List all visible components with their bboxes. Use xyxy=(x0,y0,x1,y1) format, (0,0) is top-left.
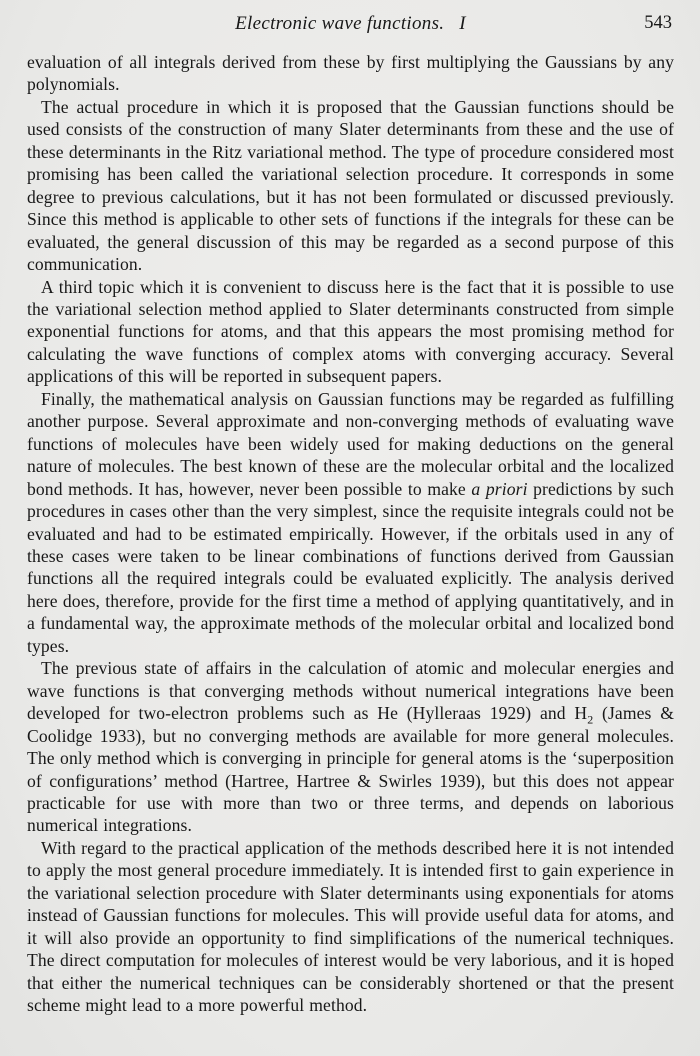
paragraph xyxy=(27,388,674,657)
paragraph xyxy=(27,96,674,276)
page-number: 543 xyxy=(644,13,672,33)
body-text-segment: With regard to the practical application of the methods described here it is not intended to apply the most general procedure immediately. It is intended first to gain experience in the variational selection procedure with Slater determinants using exponentials for atoms instead of Gaussian functions for molecules. This will provide useful data for atoms, and it will also provide an opportunity to find simplifications of the numerical techniques. The direct computation for molecules of interest would be very laborious, and it is hoped that either the numerical techniques can be considerably shortened or that the present scheme might lead to a more powerful method. xyxy=(27,837,674,1016)
body-text-segment: The actual procedure in which it is proposed that the Gaussian functions should be used consists of the construction of many Slater determinants from these and the use of these determinants in the Ritz variational method. The type of procedure considered most promising has been called the variational selection procedure. It corresponds in some degree to previous calculations, but it has not been formulated or discussed previously. Since this method is applicable to other sets of functions if the integrals for these can be evaluated, the general discussion of this may be regarded as a second purpose of this communication. xyxy=(27,96,674,275)
body-text-segment: evaluation of all integrals derived from these by first multiplying the Gaussians by any polynomials. xyxy=(27,52,674,95)
body-text-segment: Finally, the mathematical analysis on Gaussian functions may be regarded as fulfilling another purpose. Several approximate and non-converging methods of evaluating wave functions of molecules have been widely used for making deductions on the general nature of molecules. The best known of these are the molecular orbital and the localized bond methods. It has, however, never been possible to make xyxy=(27,388,674,499)
body-text-segment: The previous state of affairs in the calculation of atomic and molecular energies and wave functions is that converging methods without numerical integrations have been developed for two-electron problems such as He (Hylleraas 1929) and H xyxy=(27,658,674,724)
paragraph xyxy=(27,657,674,837)
running-header xyxy=(27,13,674,37)
paragraph xyxy=(27,51,674,96)
page-body xyxy=(27,51,674,1016)
paragraph xyxy=(27,276,674,388)
subscript-text: 2 xyxy=(587,712,594,727)
italic-text: a priori xyxy=(471,478,528,499)
body-text-segment: A third topic which it is convenient to discuss here is the fact that it is possible to use the variational selection method applied to Slater determinants constructed from simple exponential functions for atoms, and that this appears the most promising method for calculating the wave functions of complex atoms with converging accuracy. Several applications of this will be reported in subsequent papers. xyxy=(27,276,674,387)
paragraph xyxy=(27,837,674,1017)
body-text-segment: (James & Coolidge 1933), but no converging methods are available for more general molecules. The only method which is converging in principle for general atoms is the ‘superposition of configurations’ method (Hartree, Hartree & Swirles 1939), but this does not appear practicable for use with more than two or three terms, and depends on laborious numerical integrations. xyxy=(27,703,674,836)
body-text-segment: predictions by such procedures in cases other than the very simplest, since the requisite integrals could not be evaluated and had to be estimated empirically. However, if the orbitals used in any of these cases were taken to be linear combinations of functions derived from Gaussian functions all the required integrals could be evaluated explicitly. The analysis derived here does, therefore, provide for the first time a method of applying quantitatively, and in a fundamental way, the approximate methods of the molecular orbital and localized bond types. xyxy=(27,478,674,656)
running-head-title: Electronic wave functions. I xyxy=(235,13,466,34)
